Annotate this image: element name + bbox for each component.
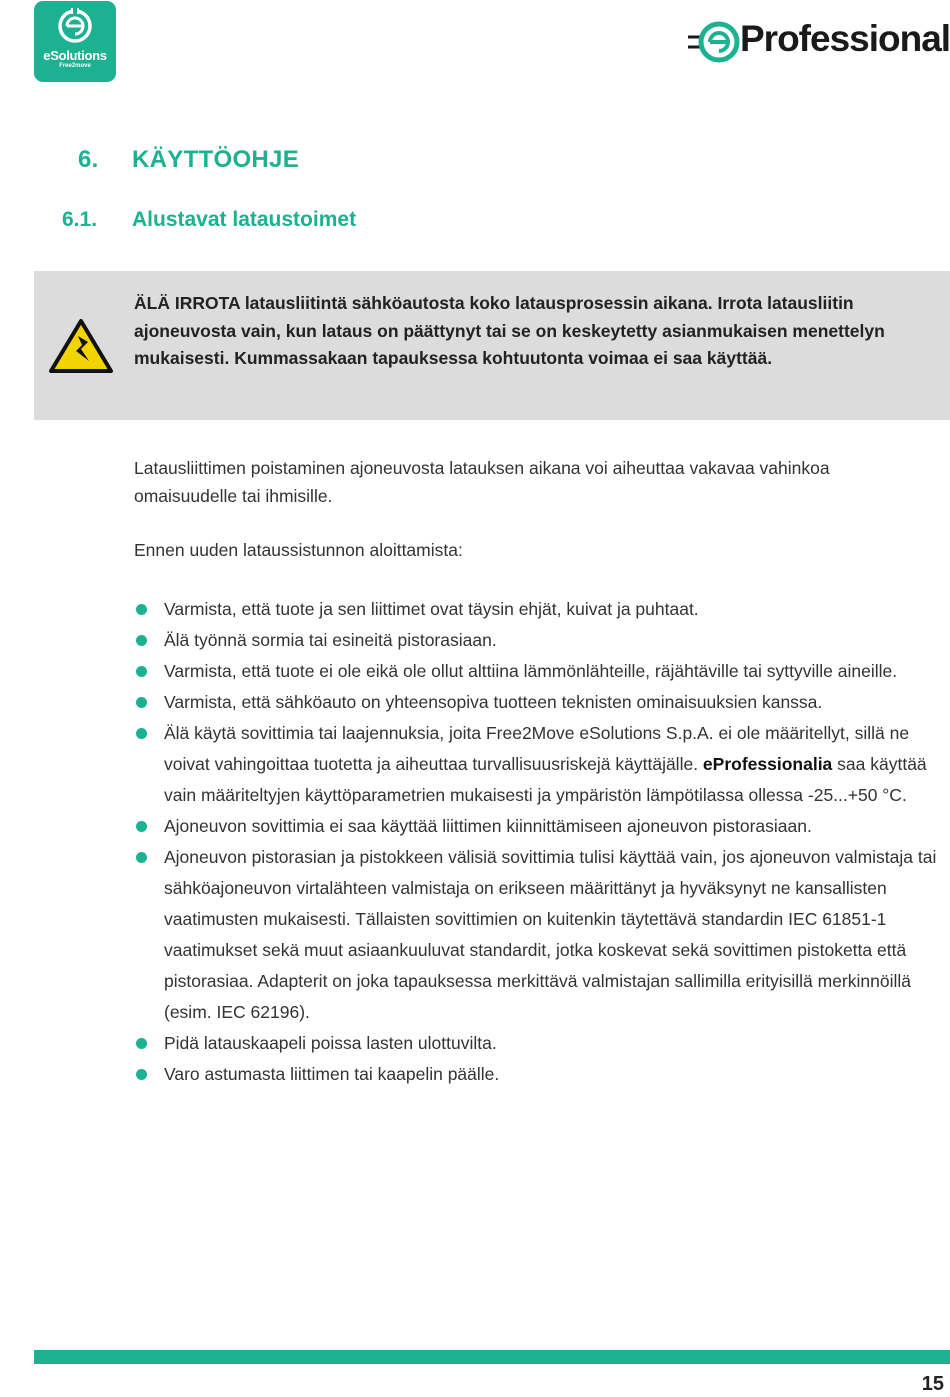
list-item-text: Älä työnnä sormia tai esineitä pistorasiaan. [164, 630, 497, 650]
list-item-text: Ajoneuvon pistorasian ja pistokkeen välisiä sovittimia tulisi käyttää vain, jos ajoneuvon valmistaja tai sähköajoneuvon virtalähteen valmistaja on erikseen määrittänyt ja hyväksynyt ne kansallisten vaatimusten mukaisesti. Tällaisten sovittimien on kuitenkin täytettävä standardin IEC 61851-1 vaatimukset sekä muut asiaankuuluvat standardit, jotka koskevat sekä sovittimen pistoketta että pistorasiaa. Adapterit on joka tapauksessa merkittävä valmistajan sallimilla erityisillä merkinnöillä (esim. IEC 62196). [164, 847, 937, 1022]
list-intro-paragraph: Ennen uuden lataussistunnon aloittamista: [134, 540, 463, 560]
section-title: KÄYTTÖOHJE [132, 146, 300, 173]
subsection-title: Alustavat lataustoimet [132, 208, 357, 231]
list-item-text: Ajoneuvon sovittimia ei saa käyttää liittimen kiinnittämiseen ajoneuvon pistorasiaan. [164, 816, 812, 836]
footer-bar [34, 1350, 950, 1364]
e-plug-logo-icon [34, 1, 116, 49]
list-item [134, 625, 940, 656]
list-item [134, 594, 940, 625]
section-number: 6. [78, 146, 99, 173]
bullet-icon [136, 635, 147, 646]
list-item-product-name: eProfessionalia [702, 754, 833, 774]
list-item-text-pre: Älä käytä sovittimia tai laajennuksia, joita Free2Move eSolutions S.p.A. ei ole määritellyt, sillä ne voivat vahingoittaa tuotetta ja aiheuttaa turvallisuusriskejä käyttäjälle. [164, 723, 910, 774]
bullet-icon [136, 728, 147, 739]
list-item-text: Varmista, että tuote ei ole eikä ole ollut alttiina lämmönlähteille, räjähtäville tai syttyville aineille. [164, 661, 898, 681]
list-item [134, 1059, 940, 1090]
precautions-list [134, 594, 940, 1090]
list-item-text: Varmista, että tuote ja sen liittimet ovat täysin ehjät, kuivat ja puhtaat. [164, 599, 699, 619]
subsection-number: 6.1. [62, 208, 98, 231]
logo-wordmark: Professional [740, 18, 950, 59]
esolutions-logo [34, 1, 116, 82]
logo-sub-text: Free2move [59, 63, 91, 69]
e-plug-logo-icon [686, 18, 742, 68]
high-voltage-warning-icon [48, 318, 114, 374]
bullet-icon [136, 852, 147, 863]
list-item [134, 656, 940, 687]
bullet-icon [136, 1069, 147, 1080]
warning-box [34, 271, 950, 420]
bullet-icon [136, 604, 147, 615]
eprofessional-logo [686, 14, 950, 68]
subsection-heading [62, 208, 356, 232]
list-item [134, 1028, 940, 1059]
bullet-icon [136, 821, 147, 832]
list-item [134, 687, 940, 718]
bullet-icon [136, 697, 147, 708]
list-item [134, 718, 940, 811]
intro-paragraph: Latausliittimen poistaminen ajoneuvosta latauksen aikana voi aiheuttaa vakavaa vahinkoa omaisuudelle tai ihmisille. [134, 458, 830, 506]
list-item-text-post: saa käyttää vain määriteltyjen käyttöparametrien mukaisesti ja ympäristön lämpötilassa ollessa -25...+50 °C. [164, 754, 927, 805]
section-heading [78, 146, 299, 174]
bullet-icon [136, 1038, 147, 1049]
list-item [134, 811, 940, 842]
page-number: 15 [921, 1373, 944, 1395]
bullet-icon [136, 666, 147, 677]
logo-brand-text: eSolutions [43, 48, 107, 63]
list-item-text: Varmista, että sähköauto on yhteensopiva tuotteen teknisten ominaisuuksien kanssa. [164, 692, 823, 712]
list-item-text: Varo astumasta liittimen tai kaapelin päälle. [164, 1064, 500, 1084]
list-item-text: Pidä latauskaapeli poissa lasten ulottuvilta. [164, 1033, 497, 1053]
warning-text: ÄLÄ IRROTA latausliitintä sähköautosta koko latausprosessin aikana. Irrota latausliitin ajoneuvosta vain, kun lataus on päättynyt tai se on keskeytetty asianmukaisen menettelyn mukaisesti. Kummassakaan tapauksessa kohtuutonta voimaa ei saa käyttää. [134, 293, 885, 368]
list-item [134, 842, 940, 1028]
